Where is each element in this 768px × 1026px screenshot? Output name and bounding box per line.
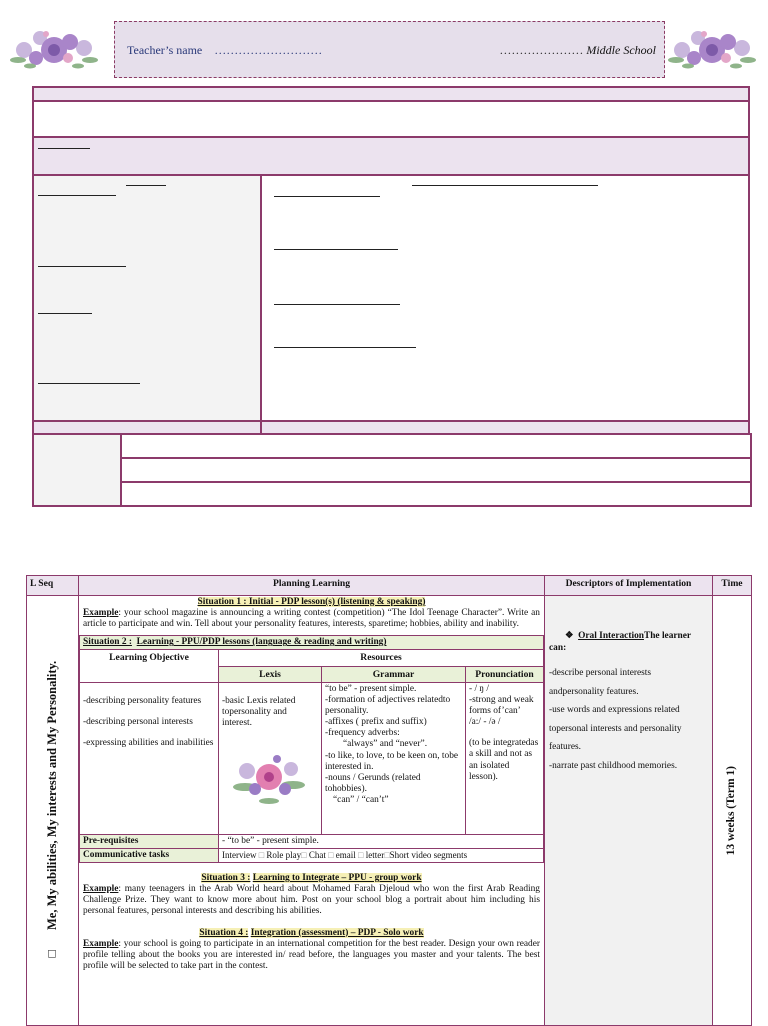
descriptor-item: -describe personal interests andpersonality features. [549, 668, 652, 697]
grammar-item: -affixes ( prefix and suffix) [325, 717, 427, 728]
grammar-item: “to be” - present simple. [325, 684, 417, 694]
lexis-header: Lexis [219, 666, 322, 682]
header-banner [114, 21, 665, 78]
situation-1 [79, 596, 544, 635]
grammar-item: -formation of adjectives relatedto personality. [325, 695, 451, 717]
grammar-cell [322, 683, 466, 835]
planning-cell [79, 596, 545, 1026]
oral-interaction-heading: ❖ Oral InteractionThe learner can: [549, 631, 691, 653]
form-row-subtitle [32, 136, 750, 176]
pronunciation-item: (to be integratedas a skill and not as an isolated lesson). [469, 738, 539, 782]
tasks-list: Interview □ Role play□ Chat □ email □ letter□Short video segments [219, 849, 544, 863]
situation-3-title: Learning to Integrate – PPU - group work [252, 873, 422, 884]
tasks-label: Communicative tasks [80, 849, 219, 863]
sequence-cell [27, 596, 79, 1026]
situation-4 [79, 920, 544, 974]
header-lseq: L Seq [27, 576, 79, 596]
descriptor-item: -use words and expressions related topersonal interests and personality features. [549, 705, 682, 752]
sequence-title: □ Me, My abilities, My interests and My Personality. [45, 660, 60, 961]
prereq-value: - “to be” - present simple. [219, 835, 544, 849]
pronunciation-item: -strong and weak forms of’can’ [469, 695, 534, 717]
situation-4-example-label: Example [83, 938, 119, 949]
situation-4-title: Integration (assessment) – PDP - Solo work [250, 927, 424, 938]
situation-4-label: Situation 4 : [199, 927, 249, 938]
situation-1-text: : your school magazine is announcing a writing contest (competition) “The Idol Teenage Character”. Write an article to participate and win. Tell about your personality features, interests, sparetime; hobbies, ability and inability. [83, 608, 540, 630]
situation-3-label: Situation 3 : [201, 873, 251, 884]
flower-bouquet-icon [225, 747, 315, 809]
situation-3 [79, 863, 544, 919]
time-cell [713, 596, 752, 1026]
situation-2-title: Learning - PPU/PDP lessons (language & reading and writing) [136, 637, 387, 648]
grammar-item: “can” / “can’t” [333, 794, 389, 805]
grammar-header: Grammar [322, 666, 466, 682]
descriptor-item: -narrate past childhood memories. [549, 760, 678, 771]
objective-item: -expressing abilities and inabilities [83, 738, 214, 749]
objectives-cell [80, 683, 219, 835]
situation-1-title: Situation 1 : Initial - PDP lesson(s) (listening & speaking) [197, 597, 426, 607]
situation-3-example-label: Example [83, 884, 119, 895]
planning-table [26, 575, 752, 1026]
prereq-label: Pre-requisites [80, 835, 219, 849]
time-value: 13 weeks (Term 1) [725, 765, 738, 856]
header-planning: Planning Learning [79, 576, 545, 596]
situation-2-label: Situation 2 : [83, 637, 132, 648]
form-left-column [34, 176, 262, 420]
grammar-item: -to like, to love, to be keen on, tobe interested in. [325, 750, 459, 772]
grammar-item: “always” and “never”. [343, 739, 428, 750]
learning-objective-header: Learning Objective [80, 650, 219, 683]
pronunciation-item: /a:/ - /ə / [469, 717, 501, 728]
header-descriptors: Descriptors of Implementation [545, 576, 713, 596]
pronunciation-header: Pronunciation [466, 666, 544, 682]
objective-item: -describing personal interests [83, 717, 193, 728]
situation-1-example-label: Example [83, 608, 119, 619]
grammar-item: -nouns / Gerunds (related tohobbies). [325, 772, 421, 794]
lexis-cell [219, 683, 322, 835]
situation-4-text: : your school is going to participate in an international competition for the best reader. Design your own reader profile telling about the books you are interested in/ read before, the languages you master and your talents. The best profile will be selected to take part in the contest. [83, 938, 540, 971]
grammar-item: -frequency adverbs: [325, 728, 400, 739]
teacher-name-label: Teacher’s name ……………………… [127, 43, 323, 57]
form-row-title [32, 100, 750, 138]
pronunciation-item: - / ŋ / [469, 684, 489, 694]
situation-2-title-row [80, 636, 544, 650]
resources-header: Resources [219, 650, 544, 666]
lexis-text: -basic Lexis related topersonality and interest. [222, 696, 296, 729]
form-main-box [32, 174, 750, 422]
situation-2-table [79, 635, 544, 863]
header-time: Time [713, 576, 752, 596]
objective-item: -describing personality features [83, 696, 202, 706]
right-flower-decoration [668, 20, 756, 80]
school-name-label: ………………… Middle School [499, 43, 656, 57]
situation-3-text: : many teenagers in the Arab World heard about Mohamed Farah Djeloud who won the first Arab Reading Challenge Prize. They want to know more about him. Post on your school blog a portrait about him including his personal features, personal interests and describing his abilities. [83, 884, 540, 917]
form-bottom-box [32, 433, 750, 507]
pronunciation-cell [466, 683, 544, 835]
left-flower-decoration [10, 20, 98, 80]
descriptors-cell [545, 596, 713, 1026]
